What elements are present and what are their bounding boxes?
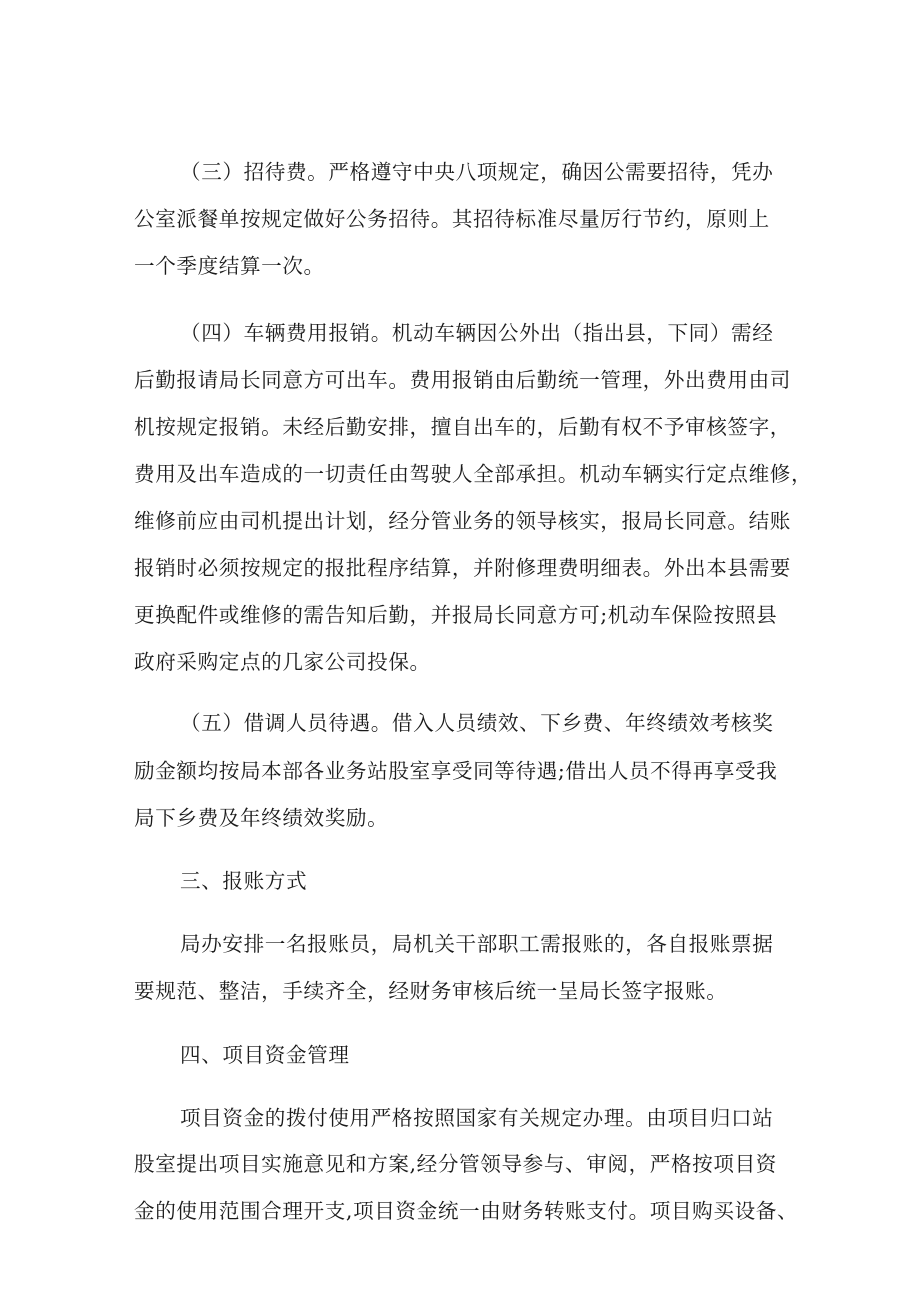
paragraph-line: 要规范、整洁，手续齐全，经财务审核后统一呈局长签字报账。 <box>134 979 728 1003</box>
section-heading: 三、报账方式 <box>180 869 308 893</box>
paragraph-line: 一个季度结算一次。 <box>134 254 325 278</box>
section-heading: 四、项目资金管理 <box>180 1043 350 1067</box>
paragraph-line: 更换配件或维修的需告知后勤，并报局长同意方可;机动车保险按照县 <box>134 603 778 627</box>
paragraph-line: 费用及出车造成的一切责任由驾驶人全部承担。机动车辆实行定点维修， <box>134 462 813 486</box>
paragraph-line: 金的使用范围合理开支,项目资金统一由财务转账支付。项目购买设备、 <box>134 1199 799 1223</box>
paragraph-line: 励金额均按局本部各业务站股室享受同等待遇;借出人员不得再享受我 <box>134 759 778 783</box>
paragraph-line: 维修前应由司机提出计划，经分管业务的领导核实，报局长同意。结账 <box>134 509 792 533</box>
paragraph-line: 公室派餐单按规定做好公务招待。其招待标准尽量厉行节约，原则上 <box>134 207 770 231</box>
paragraph-line: 股室提出项目实施意见和方案,经分管领导参与、审阅，严格按项目资 <box>134 1152 777 1176</box>
paragraph-line: （四）车辆费用报销。机动车辆因公外出（指出县，下同）需经 <box>180 321 774 345</box>
paragraph-line: 后勤报请局长同意方可出车。费用报销由后勤统一管理，外出费用由司 <box>134 368 792 392</box>
paragraph-line: （五）借调人员待遇。借入人员绩效、下乡费、年终绩效考核奖 <box>180 711 774 735</box>
paragraph-line: 报销时必须按规定的报批程序结算，并附修理费明细表。外出本县需要 <box>134 556 792 580</box>
paragraph-line: 项目资金的拨付使用严格按照国家有关规定办理。由项目归口站 <box>180 1106 774 1130</box>
paragraph-line: 局下乡费及年终绩效奖励。 <box>134 806 389 830</box>
paragraph-line: 局办安排一名报账员，局机关干部职工需报账的，各自报账票据 <box>180 932 774 956</box>
paragraph-line: （三）招待费。严格遵守中央八项规定，确因公需要招待，凭办 <box>180 160 774 184</box>
paragraph-line: 政府采购定点的几家公司投保。 <box>134 650 431 674</box>
paragraph-line: 机按规定报销。未经后勤安排，擅自出车的，后勤有权不予审核签字， <box>134 415 792 439</box>
